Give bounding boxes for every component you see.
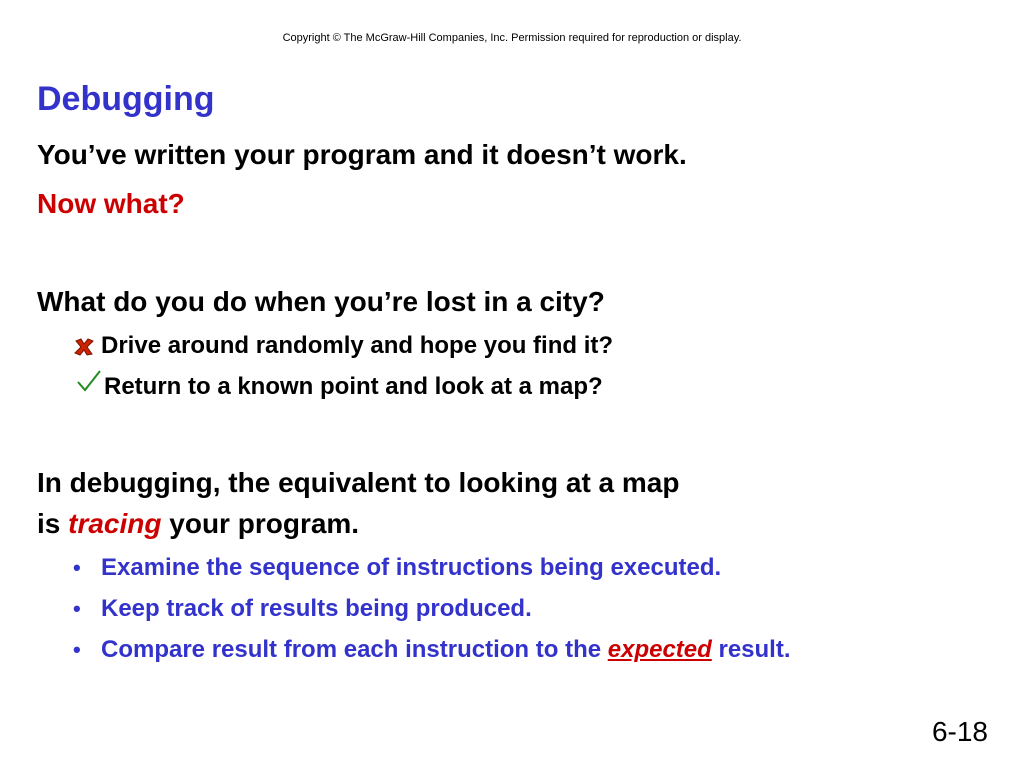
- cross-icon: [73, 336, 95, 358]
- bullet-compare-pre: Compare result from each instruction to the: [101, 636, 608, 663]
- now-what-line: Now what?: [37, 188, 185, 219]
- bullet-dot: •: [73, 555, 81, 580]
- bullet-dot: •: [73, 596, 81, 621]
- option-return-to-map: Return to a known point and look at a map?: [104, 373, 603, 400]
- tracing-line-1: In debugging, the equivalent to looking at a map: [37, 467, 680, 498]
- bullet-examine-sequence: Examine the sequence of instructions being executed.: [101, 554, 722, 581]
- bullet-compare-post: result.: [711, 636, 791, 663]
- copyright-notice: Copyright © The McGraw-Hill Companies, Inc. Permission required for reproduction or display.: [282, 32, 742, 44]
- slide-number: 6-18: [931, 716, 988, 747]
- check-icon: [76, 369, 102, 393]
- lost-question: What do you do when you’re lost in a city?: [37, 286, 605, 317]
- intro-line: You’ve written your program and it doesn’t work.: [37, 139, 687, 170]
- tracing-line-2-post: your program.: [161, 508, 360, 539]
- tracing-keyword: tracing: [68, 508, 162, 539]
- tracing-line-2-pre: is: [37, 508, 69, 539]
- option-drive-randomly: Drive around randomly and hope you find it?: [101, 332, 614, 359]
- expected-keyword: expected: [607, 636, 712, 663]
- bullet-keep-track: Keep track of results being produced.: [101, 595, 532, 622]
- bullet-compare-result: [101, 635, 791, 665]
- tracing-line-2: [37, 507, 359, 541]
- bullet-dot: •: [73, 637, 81, 662]
- slide-title: Debugging: [37, 80, 215, 118]
